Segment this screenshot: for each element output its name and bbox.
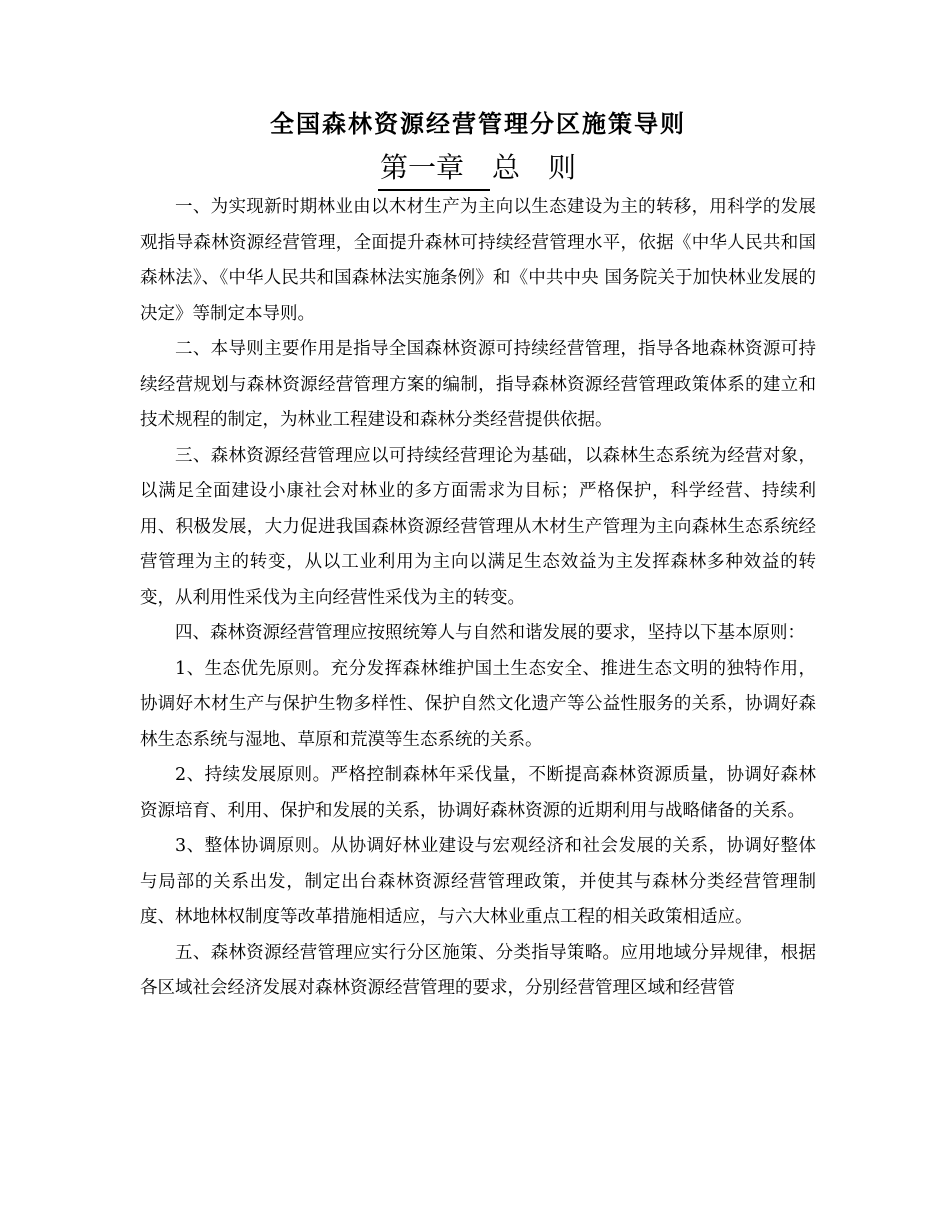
chapter-title: 第一章 总 则 — [379, 151, 576, 184]
document-body — [140, 190, 816, 1007]
paragraph-2: 二、本导则主要作用是指导全国森林资源可持续经营管理，指导各地森林资源可持续经营规划与森林资源经营管理方案的编制，指导森林资源经营管理政策体系的建立和技术规程的制定，为林业工程建设和森林分类经营提供依据。 — [140, 339, 816, 430]
paragraph-principle-3: 3、整体协调原则。从协调好林业建设与宏观经济和社会发展的关系，协调好整体与局部的关系出发，制定出台森林资源经营管理政策，并使其与森林分类经营管理制度、林地林权制度等改革措施相适应，与六大林业重点工程的相关政策相适应。 — [140, 836, 816, 927]
paragraph-1: 一、为实现新时期林业由以木材生产为主向以生态建设为主的转移，用科学的发展观指导森林资源经营管理，全面提升森林可持续经营管理水平，依据《中华人民共和国森林法》、《中华人民共和国森林法实施条例》和《中共中央 国务院关于加快林业发展的决定》等制定本导则。 — [140, 197, 816, 324]
paragraph-principle-1: 1、生态优先原则。充分发挥森林维护国土生态安全、推进生态文明的独特作用，协调好木材生产与保护生物多样性、保护自然文化遗产等公益性服务的关系，协调好森林生态系统与湿地、草原和荒漠等生态系统的关系。 — [140, 658, 816, 750]
paragraph-3: 三、森林资源经营管理应以可持续经营理论为基础，以森林生态系统为经营对象，以满足全面建设小康社会对林业的多方面需求为目标；严格保护，科学经营、持续利用、积极发展，大力促进我国森林资源经营管理从木材生产管理为主向森林生态系统经营管理为主的转变，从以工业利用为主向以满足生态效益为主发挥森林多种效益的转变，从利用性采伐为主向经营性采伐为主的转变。 — [140, 445, 816, 608]
paragraph-4: 四、森林资源经营管理应按照统筹人与自然和谐发展的要求，坚持以下基本原则： — [175, 623, 805, 643]
document-title: 全国森林资源经营管理分区施策导则 — [270, 109, 686, 138]
paragraph-5: 五、森林资源经营管理应实行分区施策、分类指导策略。应用地域分异规律，根据各区域社会经济发展对森林资源经营管理的要求，分别经营管理区域和经营管 — [140, 942, 816, 998]
paragraph-principle-2: 2、持续发展原则。严格控制森林年采伐量，不断提高森林资源质量，协调好森林资源培育、利用、保护和发展的关系，协调好森林资源的近期利用与战略储备的关系。 — [140, 765, 816, 821]
